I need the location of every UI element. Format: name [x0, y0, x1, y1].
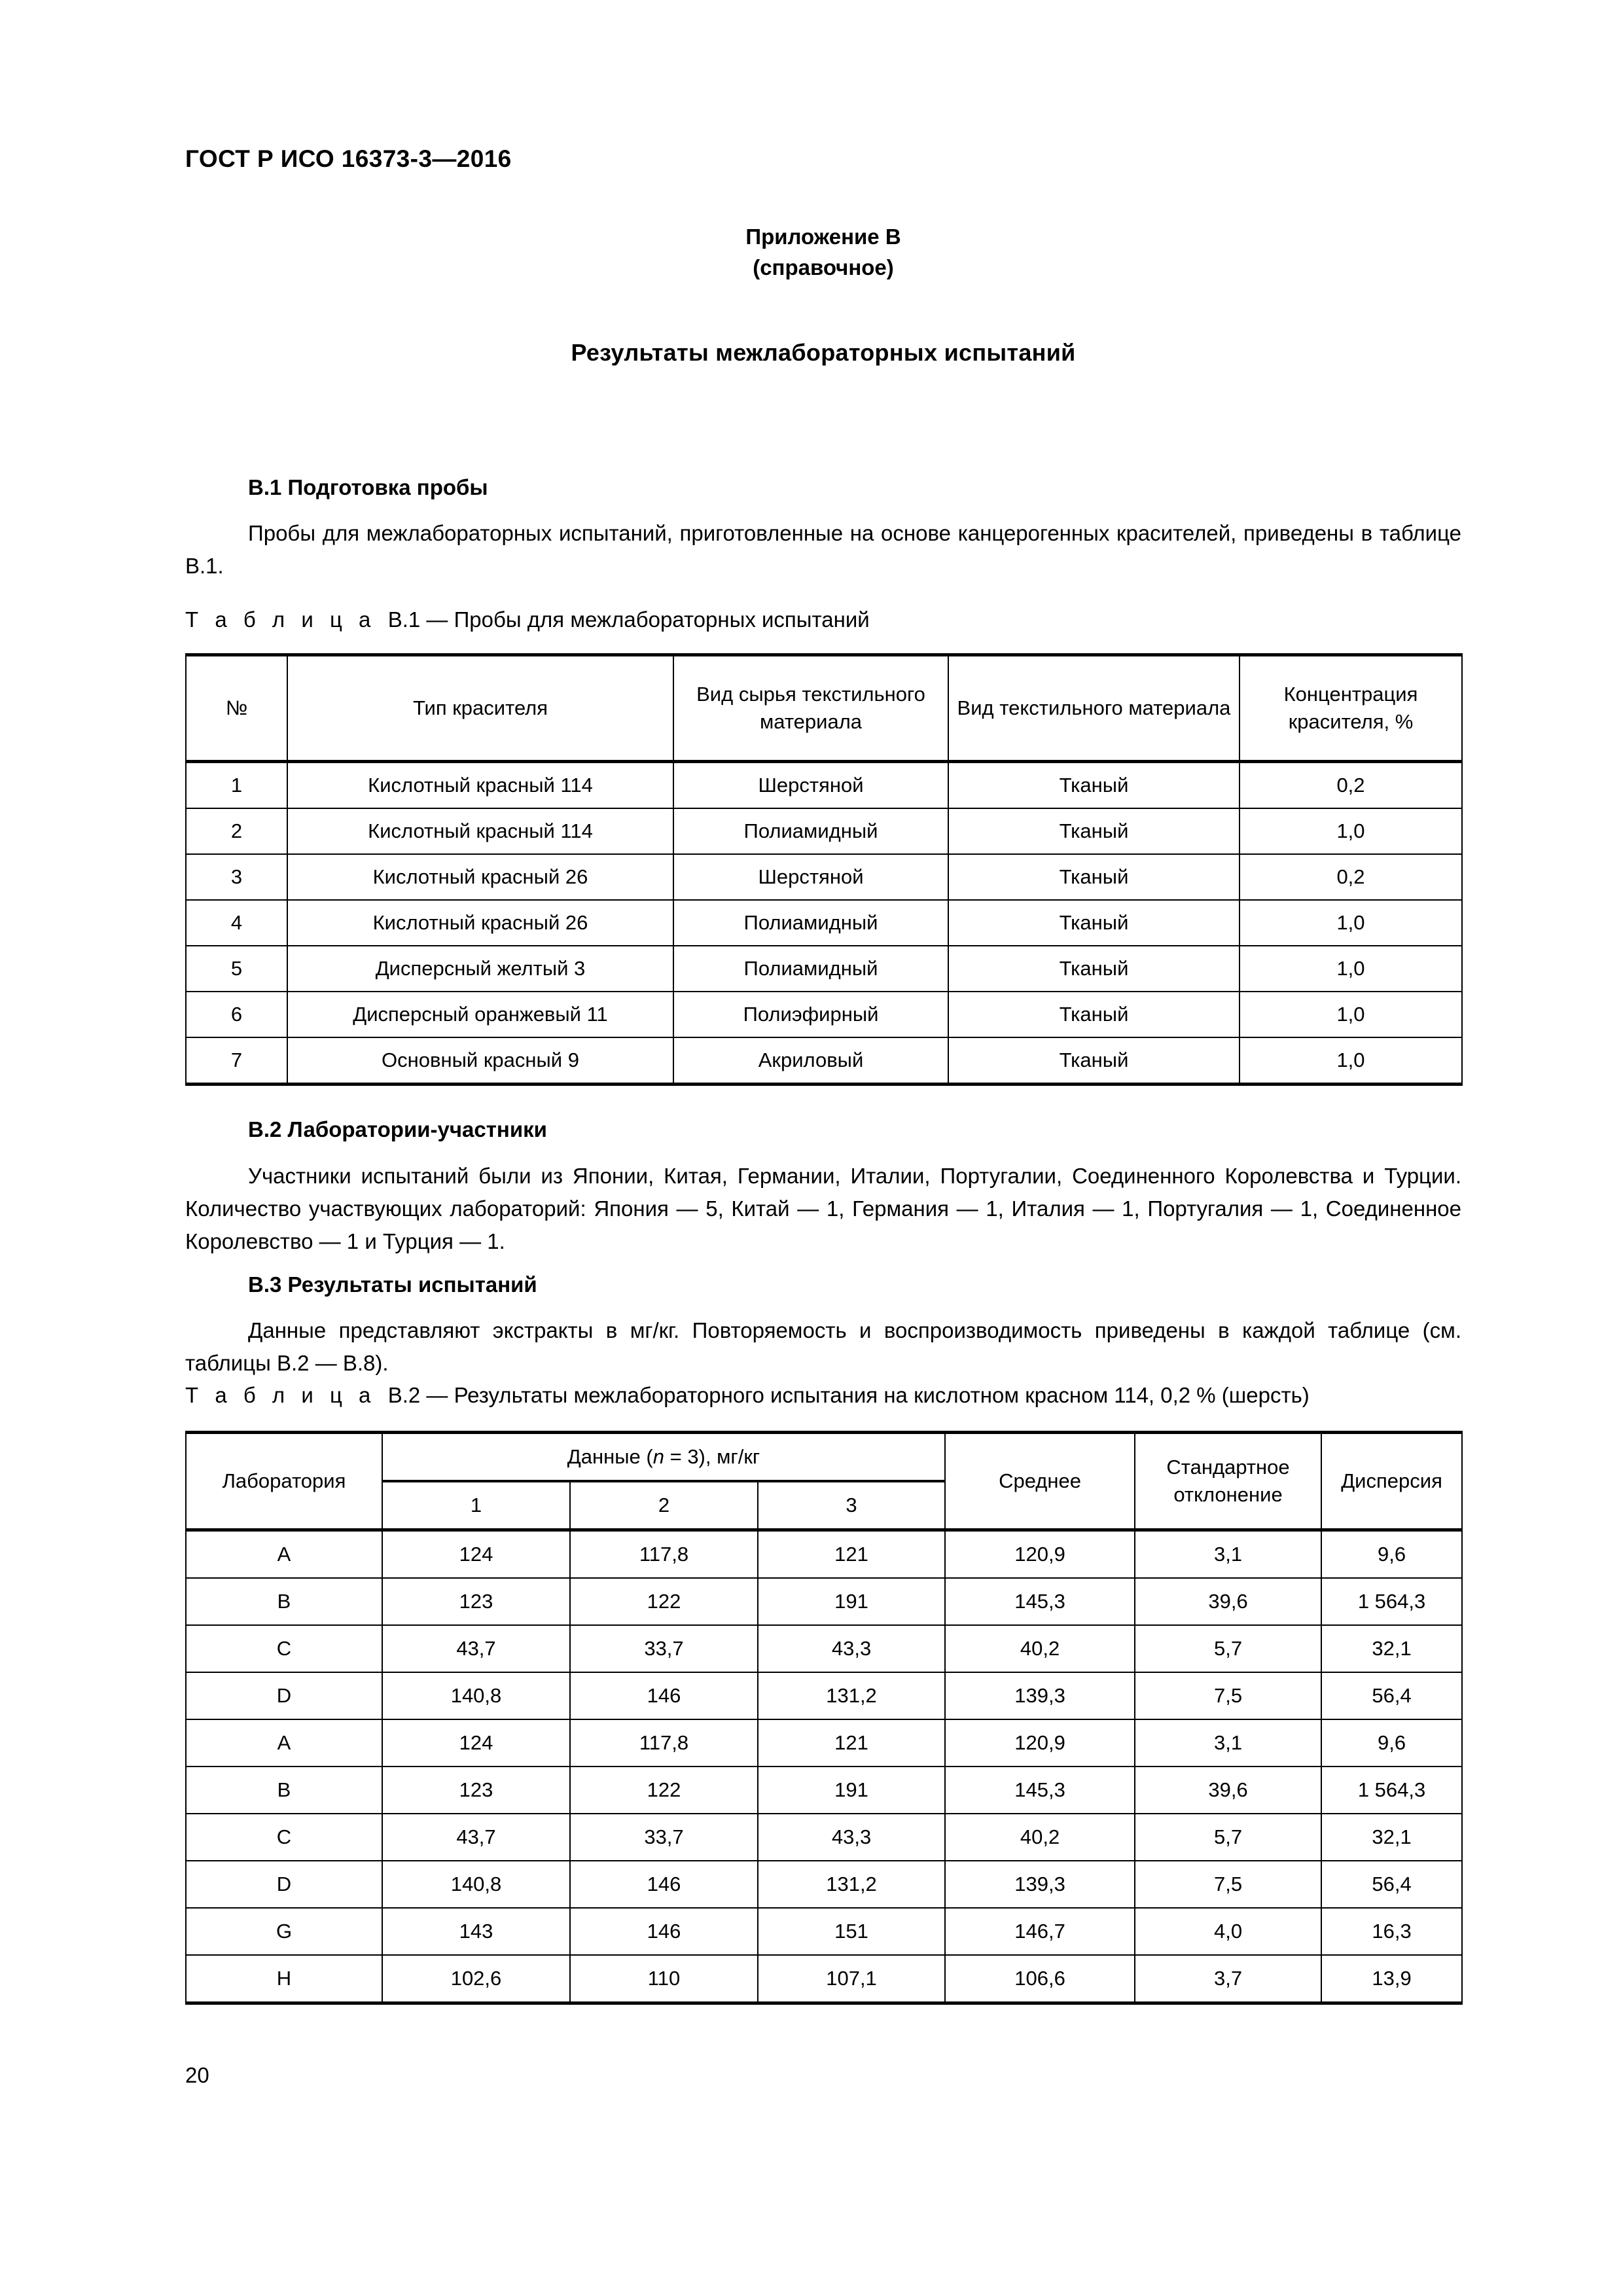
table-b2-cell: 1 564,3 [1321, 1767, 1462, 1814]
table-b1-cell: Шерстяной [673, 854, 948, 900]
table-b1-cell: 7 [186, 1037, 287, 1085]
table-row [186, 900, 1462, 946]
table-b2-header-stdev: Стандартное отклонение [1135, 1433, 1321, 1530]
table-b1-cell: 6 [186, 992, 287, 1037]
table-b2-cell: A [186, 1719, 382, 1767]
table-b2-cell: 33,7 [570, 1625, 758, 1672]
table-b2-cell: 5,7 [1135, 1814, 1321, 1861]
section-b1-heading: В.1 Подготовка пробы [248, 475, 488, 499]
table-b1 [185, 653, 1463, 1086]
table-b1-cell: 1,0 [1240, 808, 1462, 854]
table-b1-header-cell: Вид сырья текстильного материала [673, 655, 948, 762]
table-b2-cell: 4,0 [1135, 1908, 1321, 1955]
table-b2-cell: A [186, 1530, 382, 1579]
table-b1-caption-rest: В.1 — Пробы для межлабораторных испытаний [387, 607, 870, 632]
table-row [186, 992, 1462, 1037]
table-b2-cell: 9,6 [1321, 1530, 1462, 1579]
table-b2-cell: 3,1 [1135, 1719, 1321, 1767]
table-row [186, 1955, 1462, 2003]
table-b2-caption [185, 1383, 1310, 1408]
table-b2-cell: 5,7 [1135, 1625, 1321, 1672]
section-b1-paragraph [185, 517, 1461, 583]
data-group-pre: Данные ( [567, 1445, 653, 1468]
table-b2-cell: 146,7 [945, 1908, 1135, 1955]
table-row [186, 1908, 1462, 1955]
table-b2-cell: 110 [570, 1955, 758, 2003]
table-b2-cell: 139,3 [945, 1672, 1135, 1719]
table-b2-cell: 43,3 [758, 1625, 945, 1672]
table-b2-cell: 121 [758, 1719, 945, 1767]
page-number: 20 [185, 2063, 209, 2087]
table-b2-header-data-group [382, 1433, 945, 1482]
table-b1-caption-word: Т а б л и ц а [185, 607, 376, 632]
table-b2-cell: 40,2 [945, 1625, 1135, 1672]
table-b2-cell: 39,6 [1135, 1767, 1321, 1814]
table-b1-cell: 1 [186, 762, 287, 809]
table-b2-cell: 131,2 [758, 1861, 945, 1908]
table-row [186, 1530, 1462, 1579]
table-b2-cell: 7,5 [1135, 1861, 1321, 1908]
table-b2-cell: 122 [570, 1578, 758, 1625]
table-b1-cell: 1,0 [1240, 946, 1462, 992]
table-b1-cell: Тканый [948, 1037, 1240, 1085]
table-b2-cell: 140,8 [382, 1861, 570, 1908]
table-b2-cell: 143 [382, 1908, 570, 1955]
table-b2-cell: G [186, 1908, 382, 1955]
table-row [186, 1814, 1462, 1861]
table-b2-cell: 191 [758, 1767, 945, 1814]
table-row [186, 1037, 1462, 1085]
table-b2-cell: 39,6 [1135, 1578, 1321, 1625]
table-b2-cell: 123 [382, 1767, 570, 1814]
table-row [186, 1625, 1462, 1672]
table-row [186, 854, 1462, 900]
table-b2-cell: 146 [570, 1672, 758, 1719]
table-b2-cell: 151 [758, 1908, 945, 1955]
table-b2-cell: 33,7 [570, 1814, 758, 1861]
table-b2 [185, 1431, 1463, 2005]
table-b2-cell: 131,2 [758, 1672, 945, 1719]
table-b2-cell: 145,3 [945, 1767, 1135, 1814]
section-b2-paragraph-text: Участники испытаний были из Японии, Китая, Германии, Италии, Португалии, Соединенного Королевства и Турции. Количество участвующих лабораторий: Япония — 5, Китай — 1, Германия — 1, Италия — 1, Португалия — 1, Соединенное Королевство — 1 и Турция — 1. [185, 1164, 1461, 1253]
table-row [186, 1767, 1462, 1814]
table-b1-caption [185, 607, 870, 632]
table-b1-cell: 4 [186, 900, 287, 946]
table-b1-cell: 0,2 [1240, 854, 1462, 900]
table-b1-cell: Кислотный красный 114 [287, 762, 673, 809]
table-row [186, 1719, 1462, 1767]
table-b2-header-sub: 3 [758, 1481, 945, 1530]
table-b2-cell: 102,6 [382, 1955, 570, 2003]
section-b2-heading: В.2 Лаборатории-участники [248, 1117, 547, 1141]
table-b2-cell: 3,7 [1135, 1955, 1321, 2003]
table-b2-cell: 43,7 [382, 1814, 570, 1861]
table-b1-cell: Полиэфирный [673, 992, 948, 1037]
annex-label: Приложение В [745, 224, 901, 249]
section-b3-paragraph-text: Данные представляют экстракты в мг/кг. Повторяемость и воспроизводимость приведены в каждой таблице (см. таблицы В.2 — В.8). [185, 1318, 1461, 1375]
annex-heading-block [185, 221, 1461, 283]
table-b2-cell: C [186, 1625, 382, 1672]
table-b2-cell: 32,1 [1321, 1814, 1462, 1861]
table-row [186, 946, 1462, 992]
table-row [186, 1672, 1462, 1719]
table-b2-cell: 40,2 [945, 1814, 1135, 1861]
section-b2-paragraph [185, 1160, 1461, 1258]
table-b2-cell: 32,1 [1321, 1625, 1462, 1672]
table-b1-header-cell: Вид текстильного материала [948, 655, 1240, 762]
table-b1-header-cell: Тип красителя [287, 655, 673, 762]
table-b1-cell: Тканый [948, 808, 1240, 854]
table-b2-cell: 16,3 [1321, 1908, 1462, 1955]
table-b1-cell: Кислотный красный 26 [287, 900, 673, 946]
table-b2-cell: H [186, 1955, 382, 2003]
table-b1-cell: 1,0 [1240, 1037, 1462, 1085]
section-b1-paragraph-text: Пробы для межлабораторных испытаний, приготовленные на основе канцерогенных красителей, приведены в таблице В.1. [185, 521, 1461, 578]
table-b2-cell: 123 [382, 1578, 570, 1625]
table-b2-cell: 56,4 [1321, 1861, 1462, 1908]
table-b2-cell: 43,7 [382, 1625, 570, 1672]
table-b1-cell: Кислотный красный 26 [287, 854, 673, 900]
table-b1-cell: Дисперсный оранжевый 11 [287, 992, 673, 1037]
table-b2-cell: 56,4 [1321, 1672, 1462, 1719]
table-b1-cell: 5 [186, 946, 287, 992]
table-b2-cell: 1 564,3 [1321, 1578, 1462, 1625]
table-b2-caption-word: Т а б л и ц а [185, 1383, 376, 1407]
table-b2-cell: B [186, 1578, 382, 1625]
annex-kind: (справочное) [753, 255, 894, 279]
table-b1-cell: Полиамидный [673, 808, 948, 854]
section-b3-heading: В.3 Результаты испытаний [248, 1272, 537, 1297]
table-b1-cell: 1,0 [1240, 992, 1462, 1037]
table-b2-cell: 121 [758, 1530, 945, 1579]
table-b2-caption-rest: В.2 — Результаты межлабораторного испытания на кислотном красном 114, 0,2 % (шерсть) [387, 1383, 1310, 1407]
table-b2-cell: 146 [570, 1908, 758, 1955]
table-b2-cell: 124 [382, 1719, 570, 1767]
table-b2-cell: 145,3 [945, 1578, 1135, 1625]
table-b2-cell: D [186, 1861, 382, 1908]
table-b2-cell: 107,1 [758, 1955, 945, 2003]
table-b1-header-row [186, 655, 1462, 762]
table-b2-cell: 117,8 [570, 1719, 758, 1767]
table-b1-cell: Тканый [948, 762, 1240, 809]
table-b1-cell: Основный красный 9 [287, 1037, 673, 1085]
table-b1-cell: 3 [186, 854, 287, 900]
table-row [186, 808, 1462, 854]
table-b2-cell: B [186, 1767, 382, 1814]
table-b1-cell: Полиамидный [673, 900, 948, 946]
table-b1-cell: Кислотный красный 114 [287, 808, 673, 854]
section-b3-paragraph [185, 1314, 1461, 1380]
table-b2-cell: 146 [570, 1861, 758, 1908]
table-b2-cell: 140,8 [382, 1672, 570, 1719]
table-b1-cell: Акриловый [673, 1037, 948, 1085]
table-row [186, 1861, 1462, 1908]
table-b2-cell: 7,5 [1135, 1672, 1321, 1719]
data-group-post: = 3), мг/кг [664, 1445, 760, 1468]
table-b2-cell: 139,3 [945, 1861, 1135, 1908]
document-standard-header: ГОСТ Р ИСО 16373-3—2016 [185, 145, 512, 172]
table-b2-header-variance: Дисперсия [1321, 1433, 1462, 1530]
table-b2-cell: 122 [570, 1767, 758, 1814]
table-b1-cell: Тканый [948, 900, 1240, 946]
table-b2-cell: D [186, 1672, 382, 1719]
table-b2-cell: 43,3 [758, 1814, 945, 1861]
table-b2-cell: 117,8 [570, 1530, 758, 1579]
table-b1-cell: 0,2 [1240, 762, 1462, 809]
table-b2-cell: C [186, 1814, 382, 1861]
table-b2-cell: 9,6 [1321, 1719, 1462, 1767]
table-b2-cell: 13,9 [1321, 1955, 1462, 2003]
table-b1-cell: Тканый [948, 946, 1240, 992]
table-row [186, 1578, 1462, 1625]
table-b1-cell: Полиамидный [673, 946, 948, 992]
table-b1-cell: 1,0 [1240, 900, 1462, 946]
table-b1-header-cell: № [186, 655, 287, 762]
table-b2-cell: 120,9 [945, 1719, 1135, 1767]
table-b2-cell: 124 [382, 1530, 570, 1579]
table-b1-cell: Дисперсный желтый 3 [287, 946, 673, 992]
table-b2-header-mean: Среднее [945, 1433, 1135, 1530]
data-group-n: n [652, 1445, 664, 1468]
table-b2-header-sub: 1 [382, 1481, 570, 1530]
table-b2-header-row-top [186, 1433, 1462, 1482]
table-b2-header-sub: 2 [570, 1481, 758, 1530]
table-b2-cell: 120,9 [945, 1530, 1135, 1579]
table-b1-header-cell: Концентрация красителя, % [1240, 655, 1462, 762]
table-b2-cell: 3,1 [1135, 1530, 1321, 1579]
table-b1-cell: 2 [186, 808, 287, 854]
table-row [186, 762, 1462, 809]
table-b1-cell: Тканый [948, 992, 1240, 1037]
table-b2-header-lab: Лаборатория [186, 1433, 382, 1530]
table-b2-cell: 191 [758, 1578, 945, 1625]
table-b1-cell: Шерстяной [673, 762, 948, 809]
annex-title: Результаты межлабораторных испытаний [571, 339, 1076, 366]
table-b1-cell: Тканый [948, 854, 1240, 900]
table-b2-cell: 106,6 [945, 1955, 1135, 2003]
